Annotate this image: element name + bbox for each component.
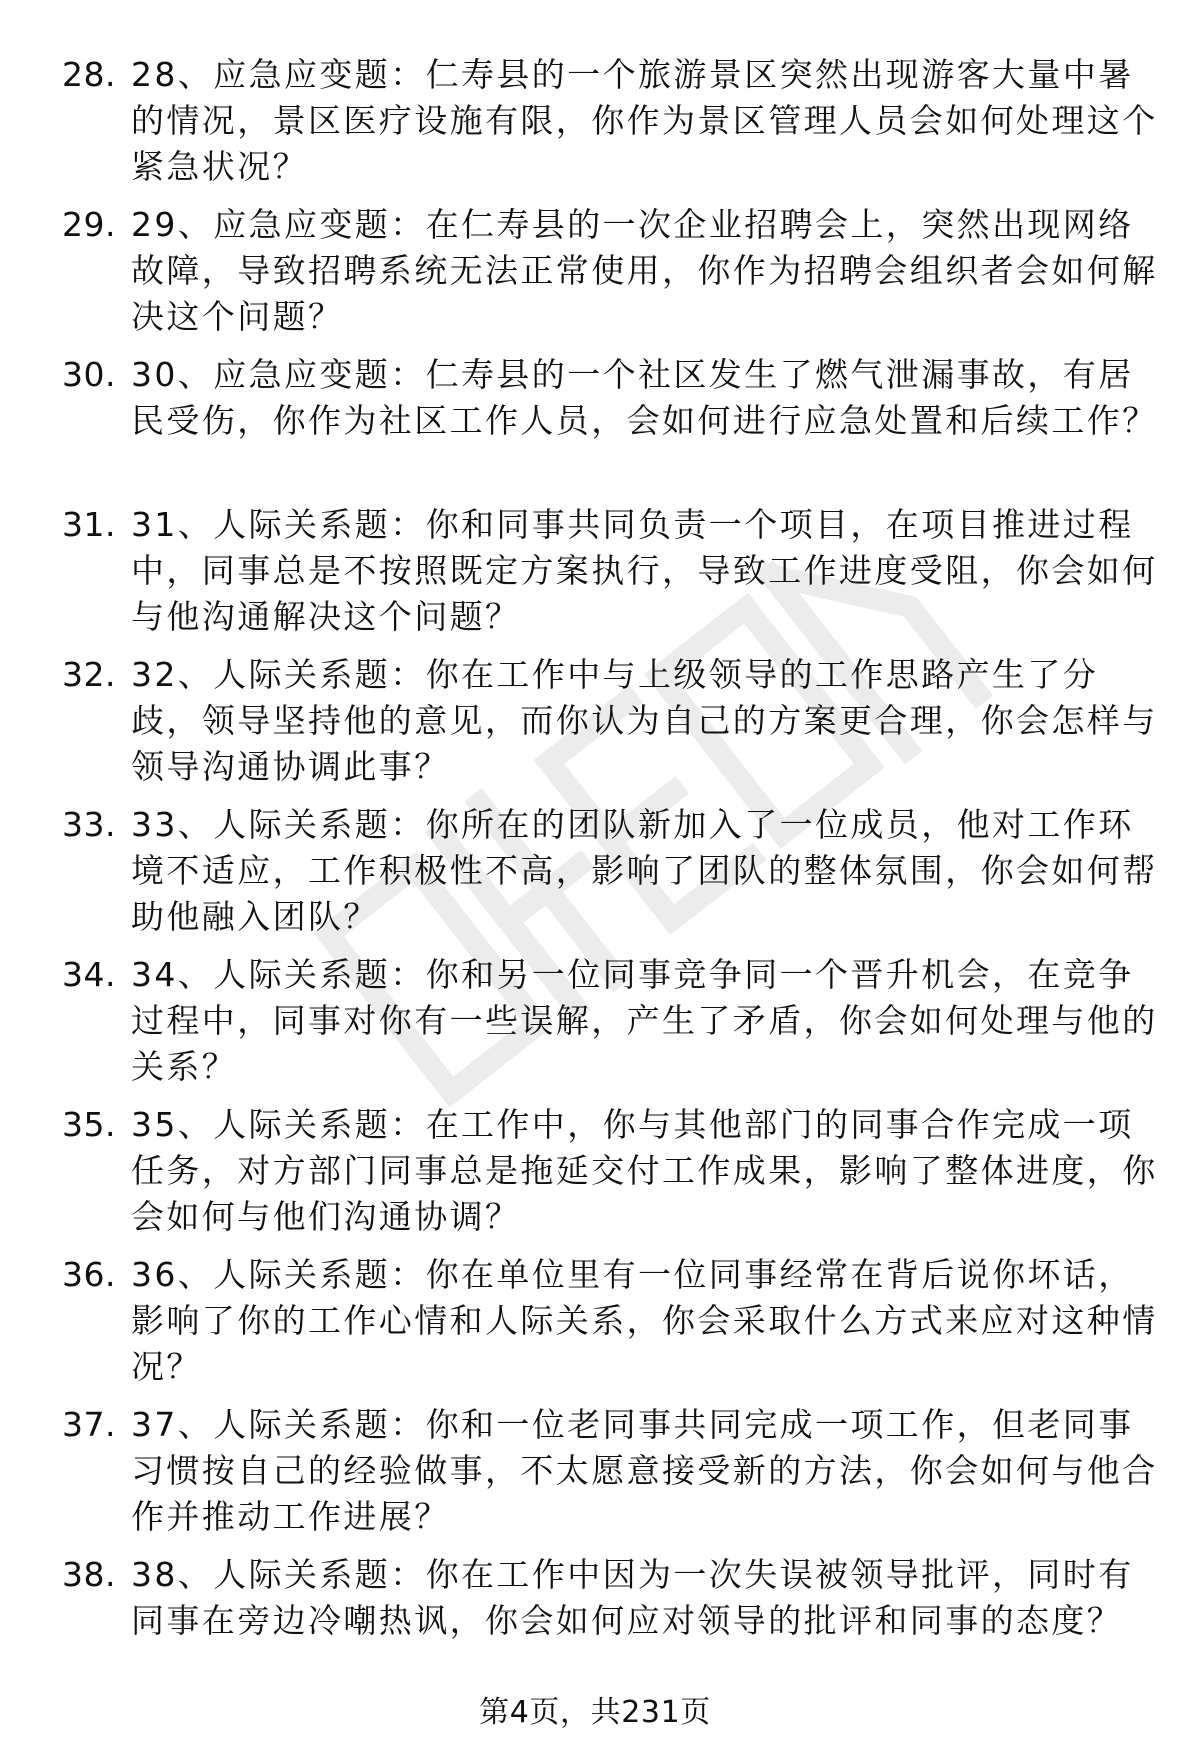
question-number: 38. (62, 1555, 116, 1594)
question-text: 30、应急应变题：仁寿县的一个社区发生了燃气泄漏事故，有居民受伤，你作为社区工作人员，会如何进行应急处置和后续工作？ (131, 355, 1158, 440)
question-number: 29. (62, 205, 116, 244)
question-number: 32. (62, 655, 116, 694)
question-item (0, 1102, 1190, 1252)
question-text: 29、应急应变题：在仁寿县的一次企业招聘会上，突然出现网络故障，导致招聘系统无法正常使用，你作为招聘会组织者会如何解决这个问题？ (131, 205, 1158, 336)
question-number: 33. (62, 805, 116, 844)
question-text: 35、人际关系题：在工作中，你与其他部门的同事合作完成一项任务，对方部门同事总是拖延交付工作成果，影响了整体进度，你会如何与他们沟通协调？ (131, 1105, 1158, 1236)
question-number: 37. (62, 1405, 116, 1444)
question-text: 38、人际关系题：你在工作中因为一次失误被领导批评，同时有同事在旁边冷嘲热讽，你会如何应对领导的批评和同事的态度？ (131, 1555, 1134, 1640)
question-text: 31、人际关系题：你和同事共同负责一个项目，在项目推进过程中，同事总是不按照既定方案执行，导致工作进度受阻，你会如何与他沟通解决这个问题？ (131, 505, 1158, 636)
question-item (0, 952, 1190, 1102)
page-footer: 第4页，共231页 (479, 1695, 711, 1730)
question-number: 34. (62, 955, 116, 994)
question-text: 28、应急应变题：仁寿县的一个旅游景区突然出现游客大量中暑的情况，景区医疗设施有限，你作为景区管理人员会如何处理这个紧急状况？ (131, 55, 1158, 186)
question-item (0, 1402, 1190, 1552)
question-text: 33、人际关系题：你所在的团队新加入了一位成员，他对工作环境不适应，工作积极性不高，影响了团队的整体氛围，你会如何帮助他融入团队？ (131, 805, 1158, 936)
question-item (0, 802, 1190, 952)
question-text: 34、人际关系题：你和另一位同事竞争同一个晋升机会，在竞争过程中，同事对你有一些误解，产生了矛盾，你会如何处理与他的关系？ (131, 955, 1158, 1086)
question-text: 37、人际关系题：你和一位老同事共同完成一项工作，但老同事习惯按自己的经验做事，不太愿意接受新的方法，你会如何与他合作并推动工作进展？ (131, 1405, 1158, 1536)
question-item (0, 1552, 1190, 1702)
question-item (0, 502, 1190, 652)
question-number: 36. (62, 1255, 116, 1294)
question-number: 28. (62, 55, 116, 94)
question-item (0, 52, 1190, 202)
question-item (0, 652, 1190, 802)
question-number: 35. (62, 1105, 116, 1144)
question-number: 31. (62, 505, 116, 544)
question-list (0, 52, 1190, 1702)
question-number: 30. (62, 355, 116, 394)
question-item (0, 352, 1190, 502)
question-item (0, 202, 1190, 352)
question-text: 32、人际关系题：你在工作中与上级领导的工作思路产生了分歧，领导坚持他的意见，而你认为自己的方案更合理，你会怎样与领导沟通协调此事？ (131, 655, 1158, 786)
question-text: 36、人际关系题：你在单位里有一位同事经常在背后说你坏话，影响了你的工作心情和人际关系，你会采取什么方式来应对这种情况？ (131, 1255, 1158, 1386)
question-item (0, 1252, 1190, 1402)
